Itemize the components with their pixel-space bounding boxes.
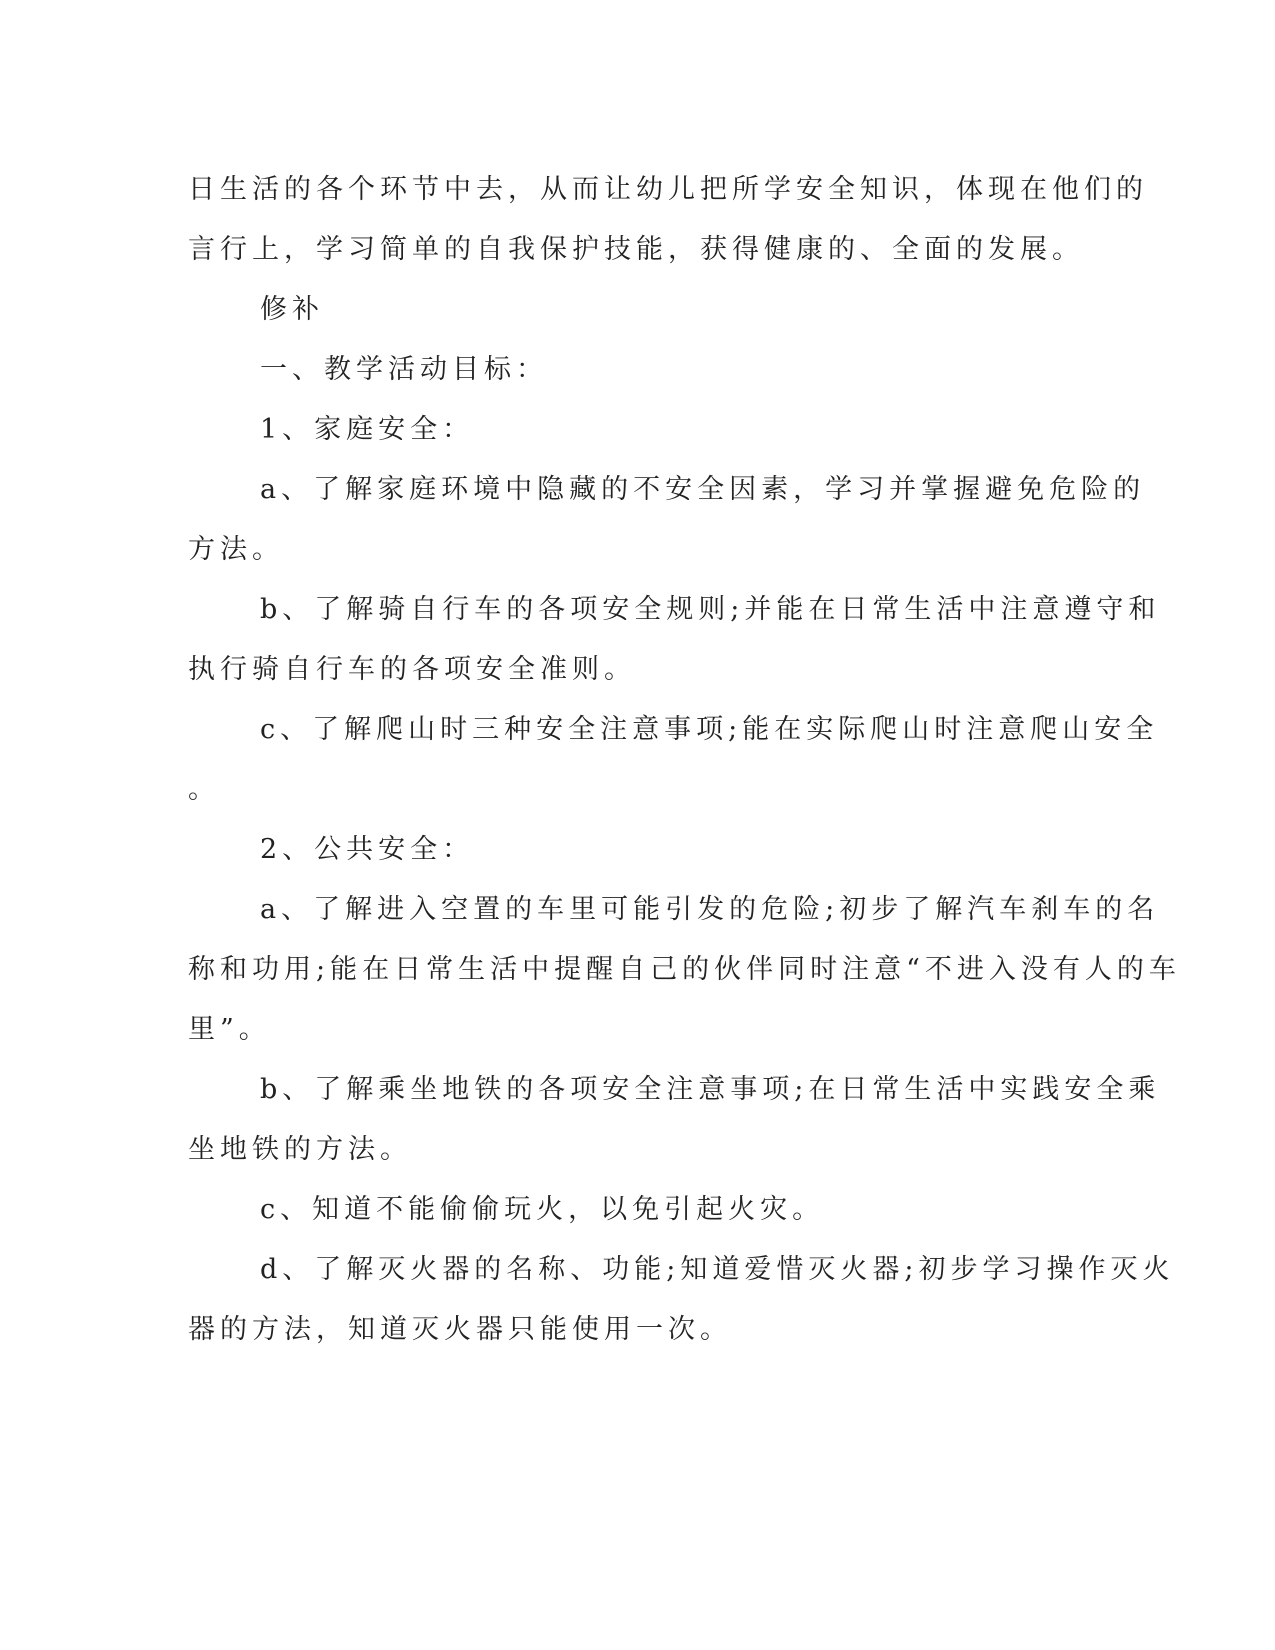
text-line: 言行上，学习简单的自我保护技能，获得健康的、全面的发展。	[188, 234, 1084, 265]
text-line: 器的方法，知道灭火器只能使用一次。	[188, 1314, 732, 1345]
text-line: d、了解灭火器的名称、功能;知道爱惜灭火器;初步学习操作灭火	[260, 1254, 1175, 1285]
paragraph-home-safety-heading	[188, 400, 1088, 460]
text-line: c、知道不能偷偷玩火，以免引起火灾。	[260, 1194, 825, 1225]
paragraph-public-safety-d	[188, 1240, 1175, 1360]
text-line: 日生活的各个环节中去，从而让幼儿把所学安全知识，体现在他们的	[188, 174, 1148, 205]
text-line: b、了解乘坐地铁的各项安全注意事项;在日常生活中实践安全乘	[260, 1074, 1161, 1105]
paragraph-public-safety-a	[188, 880, 1181, 1060]
paragraph-home-safety-b	[188, 580, 1161, 700]
text-line: 1、家庭安全：	[260, 414, 475, 445]
document-body	[188, 160, 1181, 1360]
text-line: 坐地铁的方法。	[188, 1134, 412, 1165]
paragraph-intro-continuation	[188, 160, 1148, 280]
paragraph-home-safety-c	[188, 700, 1159, 820]
text-line: 执行骑自行车的各项安全准则。	[188, 654, 636, 685]
text-line: c、了解爬山时三种安全注意事项;能在实际爬山时注意爬山安全	[260, 714, 1159, 745]
text-line: 里”。	[188, 1014, 271, 1045]
paragraph-section-heading	[188, 340, 1088, 400]
text-line: 方法。	[188, 534, 284, 565]
paragraph-home-safety-a	[188, 460, 1146, 580]
paragraph-public-safety-c	[188, 1180, 1088, 1240]
paragraph-public-safety-heading	[188, 820, 1088, 880]
text-line: 称和功用;能在日常生活中提醒自己的伙伴同时注意“不进入没有人的车	[188, 954, 1181, 985]
paragraph-public-safety-b	[188, 1060, 1161, 1180]
paragraph-revision-label	[188, 280, 1088, 340]
text-line: 2、公共安全：	[260, 834, 475, 865]
text-line: 一、教学活动目标：	[260, 354, 548, 385]
text-line: a、了解家庭环境中隐藏的不安全因素，学习并掌握避免危险的	[260, 474, 1146, 505]
text-line: 修补	[260, 294, 324, 325]
text-line: a、了解进入空置的车里可能引发的危险;初步了解汽车刹车的名	[260, 894, 1160, 925]
text-line: b、了解骑自行车的各项安全规则;并能在日常生活中注意遵守和	[260, 594, 1161, 625]
text-line: 。	[188, 774, 220, 805]
